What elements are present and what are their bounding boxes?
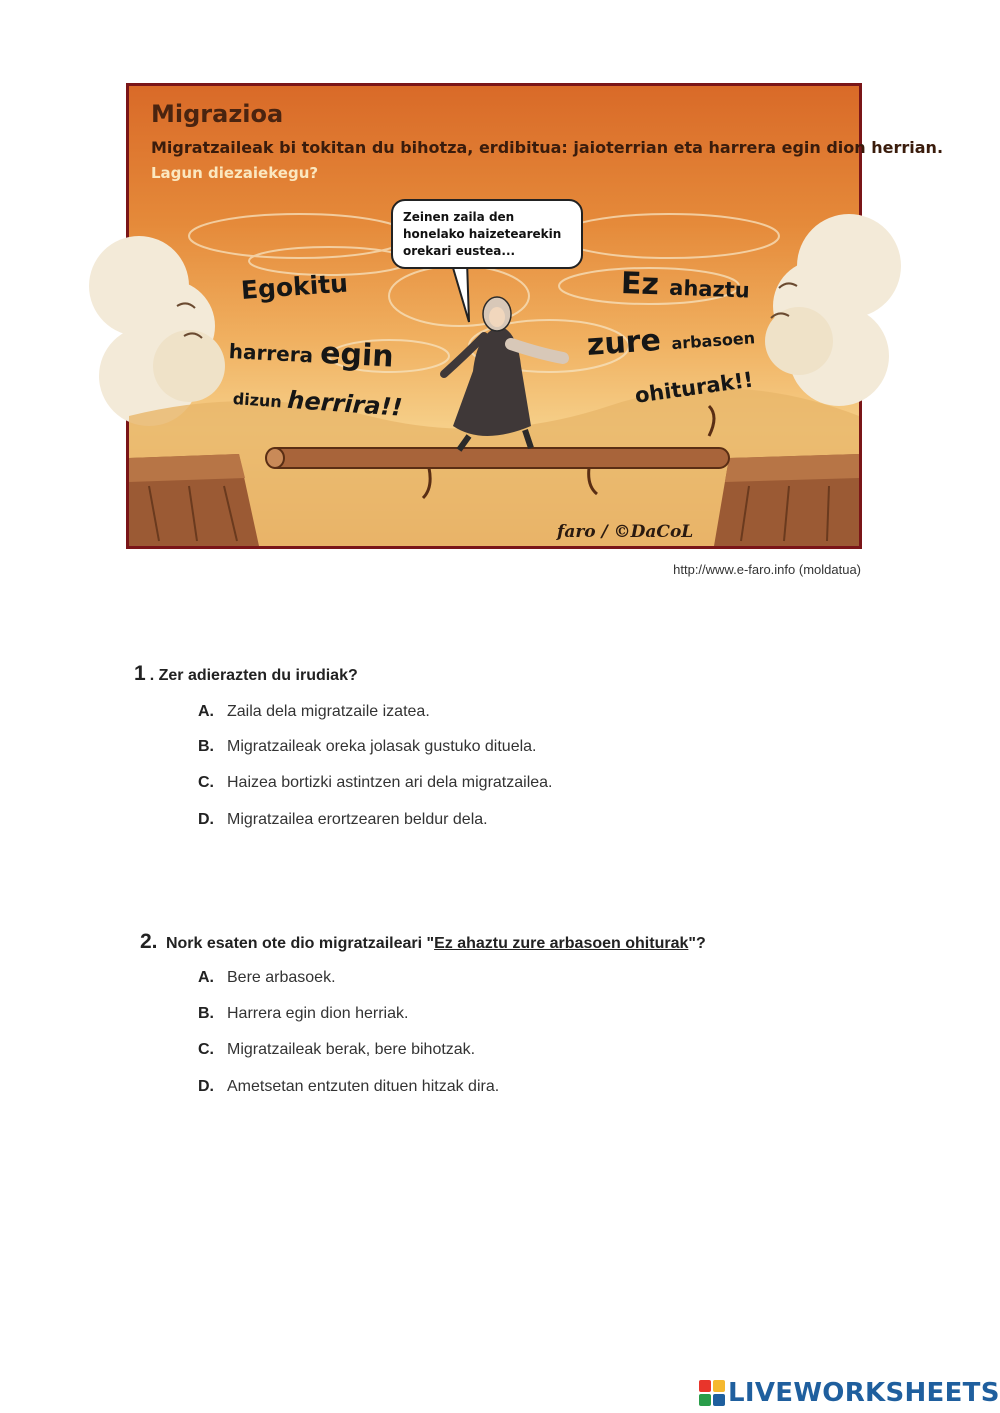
logo-tile-red <box>699 1380 711 1392</box>
q2-option-b[interactable] <box>198 1005 408 1023</box>
artist-signature: faro / ©DaCoL <box>557 522 694 542</box>
image-credit: http://www.e-faro.info (moldatua) <box>673 562 861 577</box>
q1-option-b-text: Migratzaileak oreka jolasak gustuko dituela. <box>227 738 537 755</box>
q1-option-d-letter: D. <box>198 811 214 828</box>
bubble-line-3: orekari eustea... <box>403 244 516 258</box>
question-1-text: Zer adierazten du irudiak? <box>158 667 358 684</box>
speech-bubble <box>391 199 583 269</box>
right-words-line-1a: Ez <box>620 266 670 303</box>
q1-option-a-letter: A. <box>198 703 214 720</box>
cartoon-image <box>126 83 944 549</box>
q1-option-c[interactable] <box>198 774 552 792</box>
question-2-number: 2. <box>140 930 158 953</box>
left-words-line-3b: herrira!! <box>286 385 404 422</box>
question-2-text-before: Nork esaten ote dio migratzaileari " <box>165 935 435 952</box>
q2-option-c-letter: C. <box>198 1041 214 1058</box>
q2-option-a[interactable] <box>198 969 336 987</box>
q2-option-b-text: Harrera egin dion herriak. <box>227 1005 409 1022</box>
logo-tile-blue <box>713 1394 725 1406</box>
question-2 <box>140 930 706 954</box>
question-1-sep: . <box>149 667 155 684</box>
right-words-line-1b: ahaztu <box>668 275 751 303</box>
q2-option-b-letter: B. <box>198 1005 214 1022</box>
bubble-line-2: honelako haizetearekin <box>403 227 562 241</box>
right-words-line-2a: zure <box>585 322 673 363</box>
q2-option-a-text: Bere arbasoek. <box>227 969 336 986</box>
q2-option-d[interactable] <box>198 1078 499 1096</box>
q1-option-a[interactable] <box>198 703 430 721</box>
q1-option-b[interactable] <box>198 738 537 756</box>
right-words-line-3: ohiturak!! <box>633 367 755 408</box>
left-words-line-1: Egokitu <box>239 268 349 305</box>
cartoon-title: Migrazioa <box>151 100 284 128</box>
cartoon-question: Lagun diezaiekegu? <box>151 164 319 182</box>
logo-tile-yellow <box>713 1380 725 1392</box>
q2-option-d-letter: D. <box>198 1078 214 1095</box>
left-words-line-3a: dizun <box>232 389 288 412</box>
right-words-line-1 <box>620 266 750 305</box>
cartoon-subtitle: Migratzaileak bi tokitan du bihotza, erdibitua: jaioterrian eta harrera egin dion herrian. <box>151 138 944 157</box>
q2-option-d-text: Ametsetan entzuten dituen hitzak dira. <box>227 1078 500 1095</box>
left-words-line-2a: harrera <box>228 339 321 368</box>
q2-option-c[interactable] <box>198 1041 475 1059</box>
q1-option-d[interactable] <box>198 811 488 829</box>
question-2-quote: Ez ahaztu zure arbasoen ohiturak <box>434 935 689 952</box>
right-words-line-2b: arbasoen <box>670 328 756 354</box>
right-cloud <box>765 214 901 406</box>
left-cloud <box>89 236 225 426</box>
question-1 <box>134 662 358 686</box>
q1-option-d-text: Migratzailea erortzearen beldur dela. <box>227 811 488 828</box>
q2-option-a-letter: A. <box>198 969 214 986</box>
question-2-text-after: "? <box>688 935 706 952</box>
q1-option-c-letter: C. <box>198 774 214 791</box>
q2-option-c-text: Migratzaileak berak, bere bihotzak. <box>227 1041 476 1058</box>
bubble-line-1: Zeinen zaila den <box>403 210 515 224</box>
q1-option-b-letter: B. <box>198 738 214 755</box>
left-words-line-2b: egin <box>319 335 395 375</box>
question-1-number: 1 <box>134 662 146 685</box>
liveworksheets-logo[interactable] <box>699 1378 1000 1408</box>
logo-tile-green <box>699 1394 711 1406</box>
logo-text: LIVEWORKSHEETS <box>728 1378 1000 1408</box>
q1-option-c-text: Haizea bortizki astintzen ari dela migratzailea. <box>227 774 553 791</box>
logo-grid-icon <box>699 1380 725 1406</box>
q1-option-a-text: Zaila dela migratzaile izatea. <box>227 703 430 720</box>
